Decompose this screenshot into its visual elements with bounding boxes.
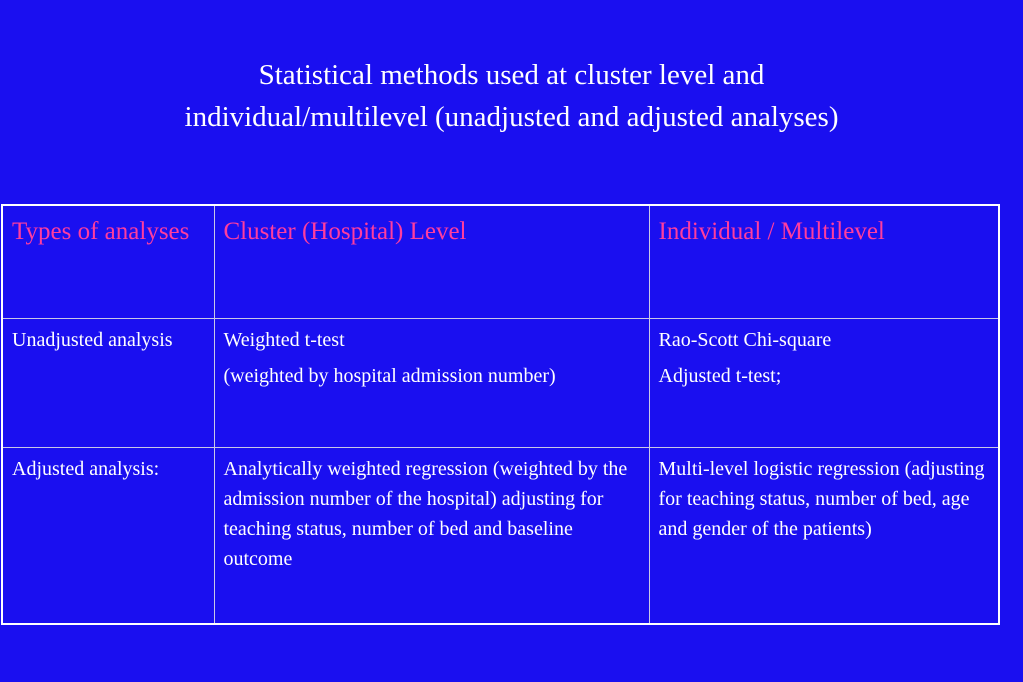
header-individual-multilevel: Individual / Multilevel — [649, 205, 999, 318]
individual-method-line: Rao-Scott Chi-square — [658, 328, 832, 351]
individual-method-cell — [649, 447, 999, 624]
slide-title-line-2: individual/multilevel (unadjusted and adjusted analyses) — [184, 101, 839, 133]
individual-method-line: Multi-level logistic regression (adjusting for teaching status, number of bed, age and gender of the patients) — [658, 457, 985, 540]
table-header-row — [2, 205, 999, 318]
slide-title — [0, 54, 1023, 138]
cluster-method-cell — [214, 447, 649, 624]
individual-method-line: Adjusted t-test; — [658, 364, 782, 387]
header-cluster-level: Cluster (Hospital) Level — [214, 205, 649, 318]
row-type-label: Adjusted analysis: — [2, 447, 214, 624]
cluster-method-cell — [214, 318, 649, 447]
cluster-method-note: (weighted by hospital admission number) — [223, 364, 556, 387]
slide-title-line-1: Statistical methods used at cluster level and — [258, 59, 765, 91]
cluster-method-line: Weighted t-test — [223, 328, 345, 351]
methods-table — [1, 204, 1000, 625]
cluster-method-line: Analytically weighted regression (weighted by the admission number of the hospital) adjusting for teaching status, number of bed and baseline outcome — [223, 457, 628, 570]
table-row-adjusted — [2, 447, 999, 624]
table-row-unadjusted — [2, 318, 999, 447]
row-type-label: Unadjusted analysis — [2, 318, 214, 447]
individual-method-cell — [649, 318, 999, 447]
header-types-of-analyses: Types of analyses — [2, 205, 214, 318]
